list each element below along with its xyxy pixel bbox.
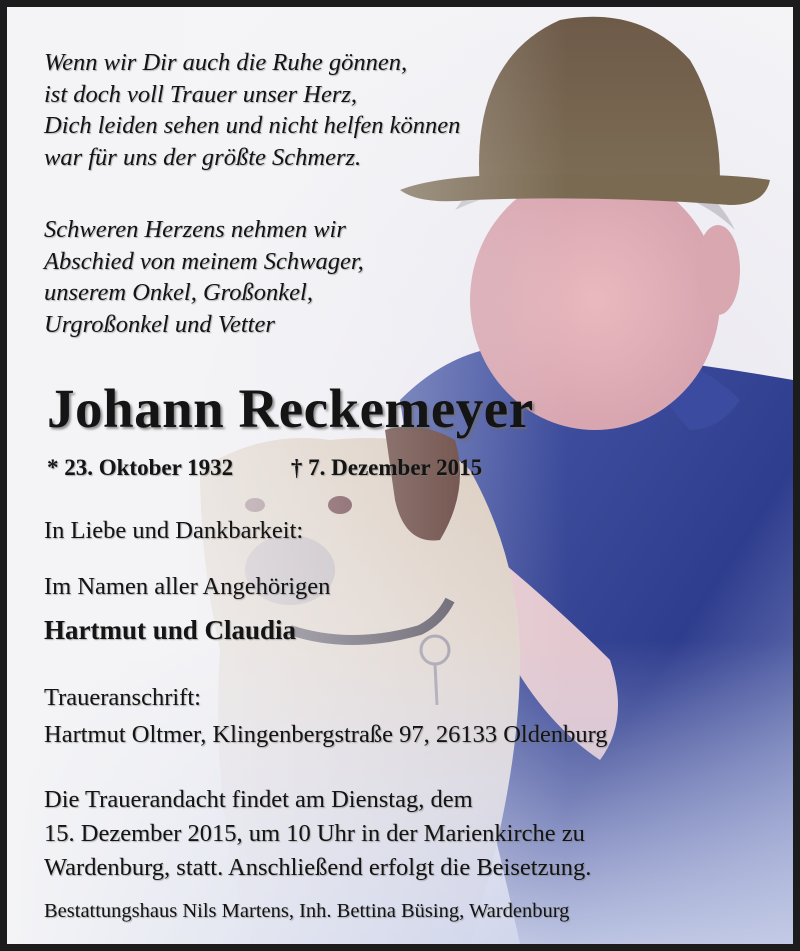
farewell-intro [44,214,364,340]
intro-line: Schweren Herzens nehmen wir [44,216,346,243]
intro-line: Abschied von meinem Schwager, [44,247,364,275]
service-line: 15. Dezember 2015, um 10 Uhr in der Marienkirche zu [44,820,585,847]
poem [44,47,460,173]
poem-line: war für uns der größte Schmerz. [44,143,362,171]
service-line: Die Trauerandacht findet am Dienstag, dem [44,786,473,813]
life-dates [47,455,482,481]
service-info [44,783,591,885]
on-behalf-line: Im Namen aller Angehörigen [44,573,331,600]
mourners-names: Hartmut und Claudia [44,615,297,645]
intro-line: Urgroßonkel und Vetter [44,310,275,338]
funeral-home: Bestattungshaus Nils Martens, Inh. Bettina Büsing, Wardenburg [44,900,570,922]
birth-date: * 23. Oktober 1932 [47,455,234,480]
death-date: † 7. Dezember 2015 [290,455,483,480]
deceased-name: Johann Reckemeyer [47,378,534,439]
service-line: Wardenburg, statt. Anschließend erfolgt die Beisetzung. [44,854,592,881]
mourning-address: Hartmut Oltmer, Klingenbergstraße 97, 26133 Oldenburg [44,721,608,748]
dedication: In Liebe und Dankbarkeit: [44,517,304,544]
address-label: Traueranschrift: [44,684,201,711]
poem-line: ist doch voll Trauer unser Herz, [44,80,358,108]
intro-line: unserem Onkel, Großonkel, [44,279,313,306]
poem-line: Dich leiden sehen und nicht helfen können [44,112,461,139]
poem-line: Wenn wir Dir auch die Ruhe gönnen, [44,49,408,76]
